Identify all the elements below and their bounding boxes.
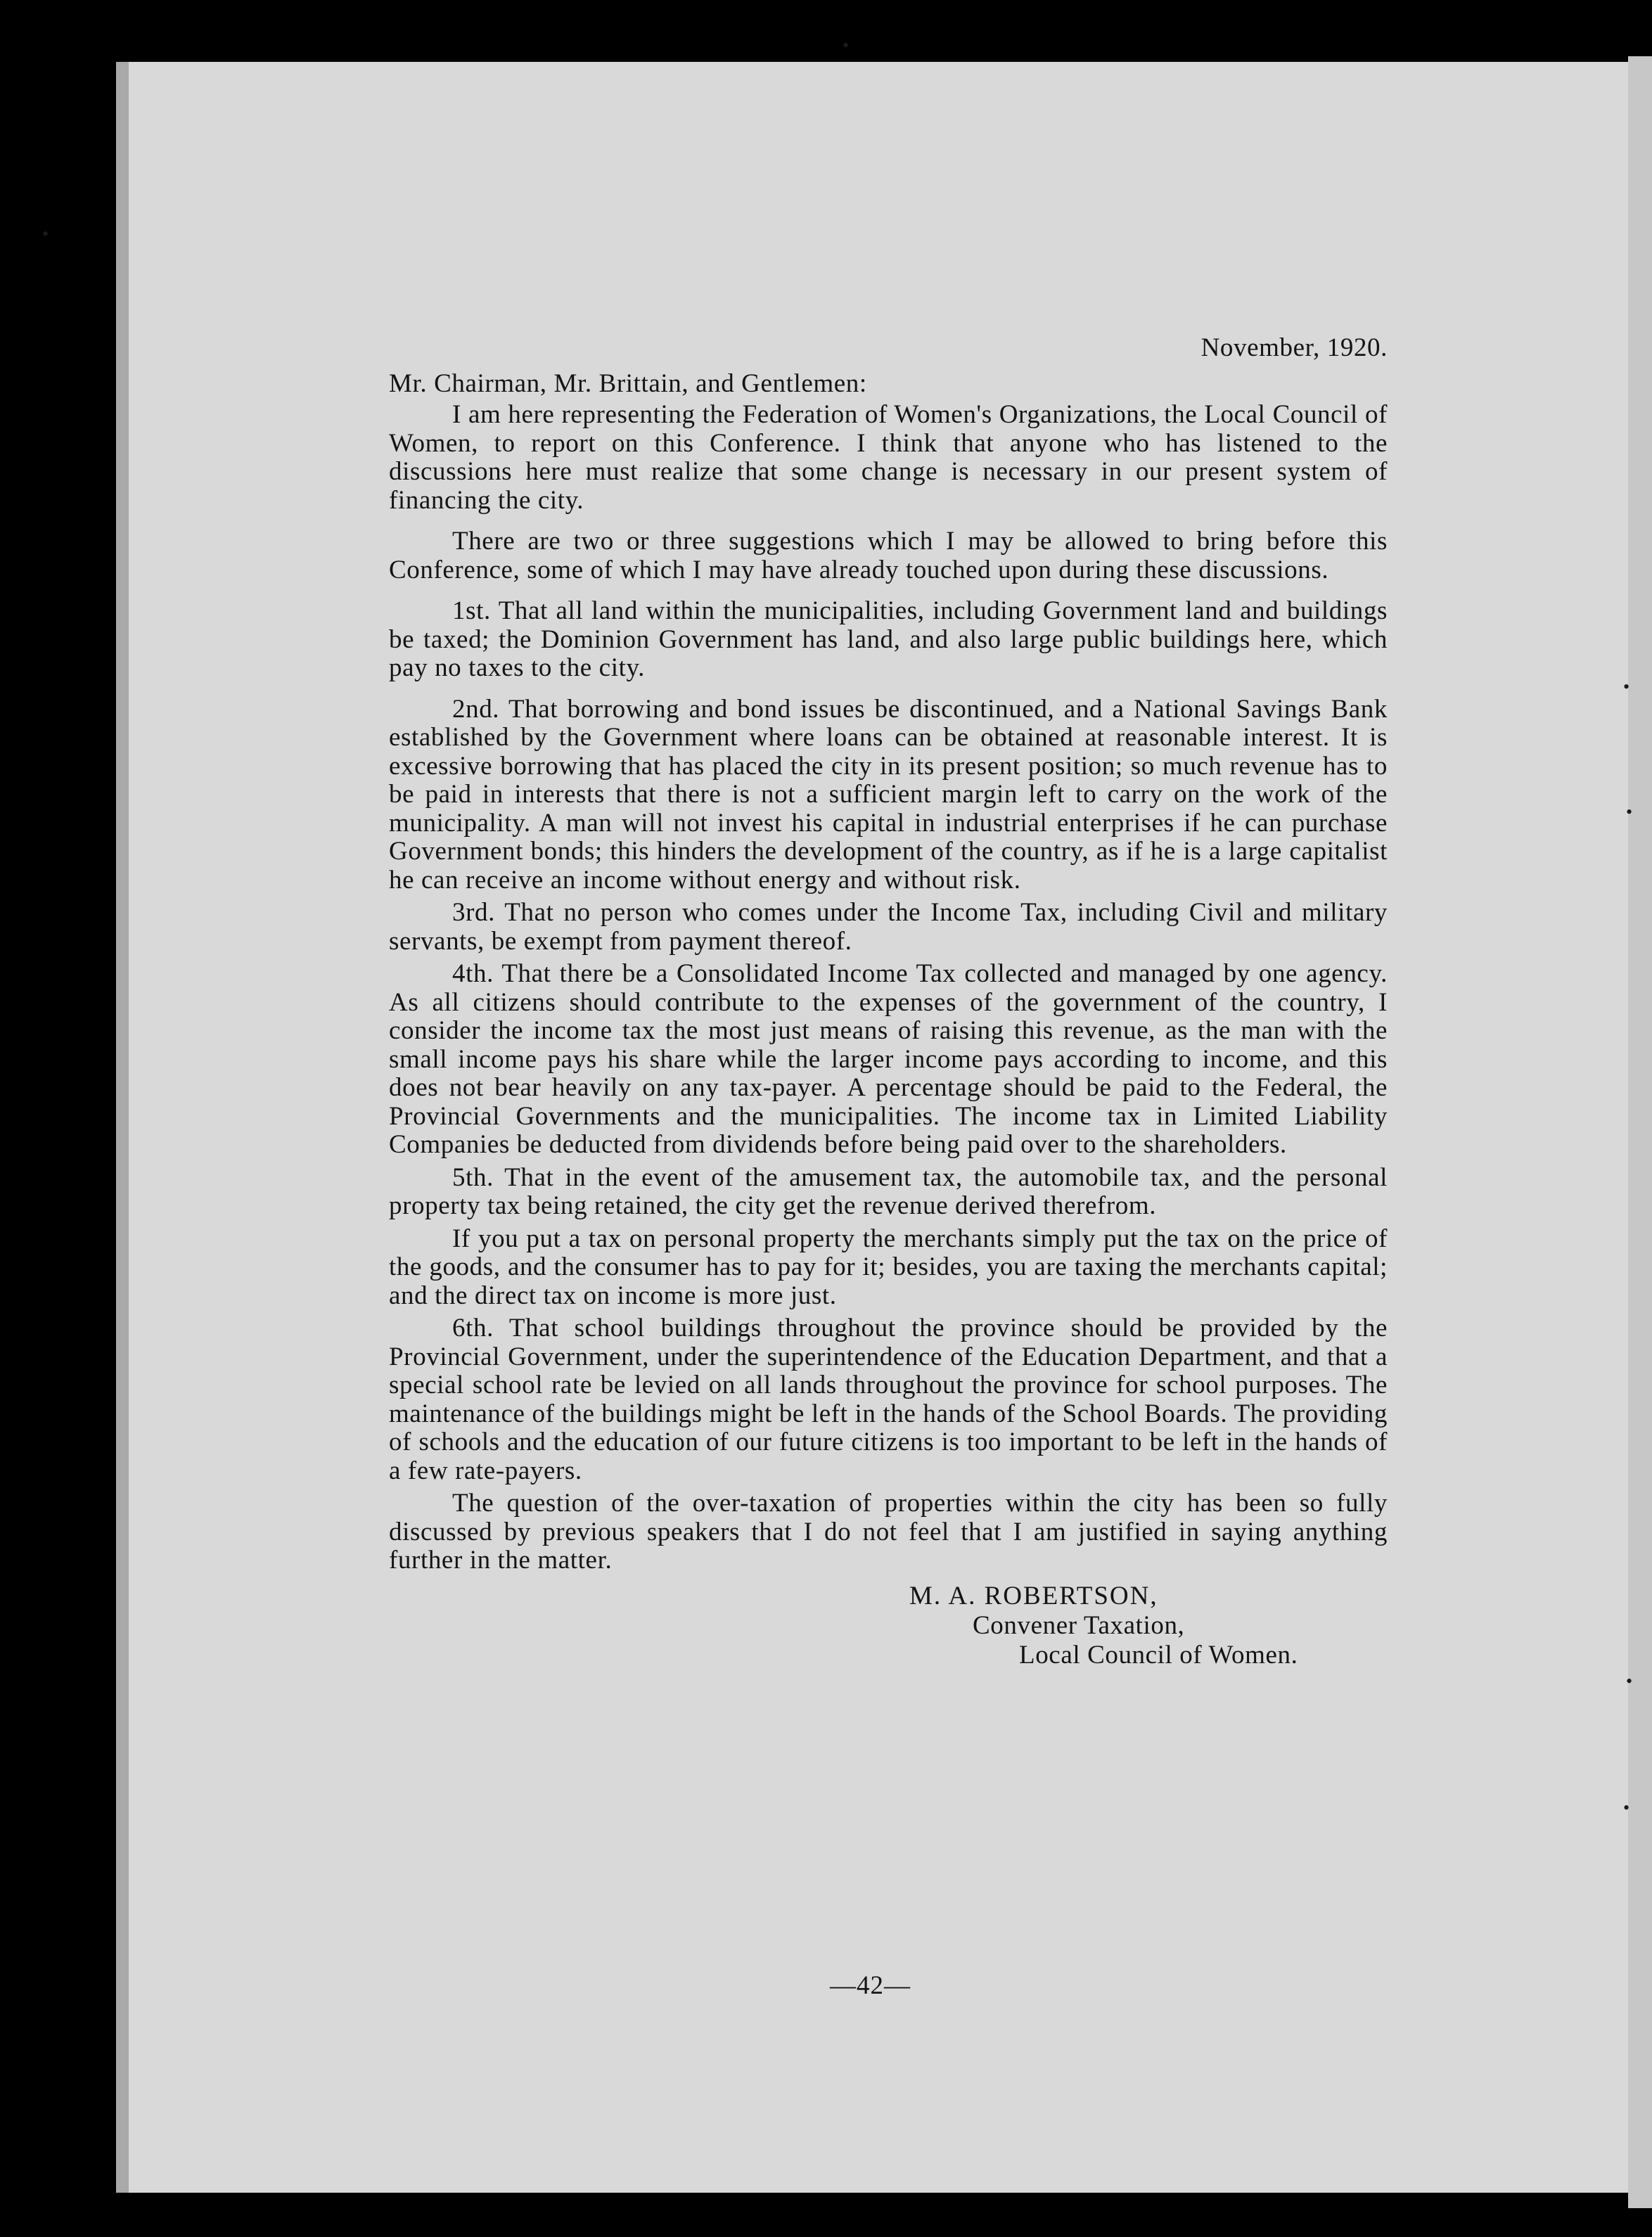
- paragraph-closing: The question of the over-taxation of properties within the city has been so fully discussed by previous speakers that I do not feel that I am justified in saying anything further in the matter.: [389, 1489, 1388, 1575]
- paragraph-fifth: 5th. That in the event of the amusement tax, the automobile tax, and the personal property tax being retained, the city get the revenue derived therefrom.: [389, 1162, 1388, 1220]
- paragraph-second: 2nd. That borrowing and bond issues be discontinued, and a National Savings Bank established by the Government where loans can be obtained at reasonable interest. It is excessive borrowing that has placed the city in its present position; so much revenue has to be paid in interests that there is not a sufficient margin left to carry on the work of the municipality. A man will not invest his capital in industrial enterprises if he can purchase Government bonds; this hinders the development of the country, as if he is a large capitalist he can receive an income without energy and without risk.: [389, 694, 1388, 895]
- paragraph-third: 3rd. That no person who comes under the Income Tax, including Civil and military servants, be exempt from payment thereof.: [389, 898, 1388, 956]
- page-number: —42—: [830, 1971, 911, 2000]
- letter-body: [389, 334, 1388, 1674]
- paragraph-intro: I am here representing the Federation of Women's Organizations, the Local Council of Women, to report on this Conference. I think that anyone who has listened to the discussions here must realize that some change is necessary in our present system of financing the city.: [389, 400, 1388, 515]
- margin-speck: •: [1626, 1671, 1633, 1691]
- margin-speck: •: [1623, 677, 1630, 697]
- page-edge: [1628, 56, 1652, 2208]
- margin-speck: •: [1626, 802, 1633, 822]
- paragraph-first: 1st. That all land within the municipalities, including Government land and buildings be taxed; the Dominion Government has land, and also large public buildings here, which pay no taxes to the city.: [389, 596, 1388, 682]
- salutation: Mr. Chairman, Mr. Brittain, and Gentlemen:: [389, 368, 867, 398]
- paragraph-sixth: 6th. That school buildings throughout the province should be provided by the Provincial Government, under the superintendence of the Education Department, and that a special school rate be levied on all lands throughout the province for school purposes. The maintenance of the buildings might be left in the hands of the School Boards. The providing of schools and the education of our future citizens is too important to be left in the hands of a few rate-payers.: [389, 1314, 1388, 1485]
- paragraph-suggestions: There are two or three suggestions which I may be allowed to bring before this Conference, some of which I may have already touched upon during these discussions.: [389, 527, 1388, 584]
- margin-speck: •: [1623, 1797, 1630, 1818]
- margin-speck: •: [42, 224, 49, 244]
- margin-speck: •: [843, 35, 850, 56]
- letter-date: November, 1920.: [1200, 333, 1388, 362]
- signature-name: M. A. ROBERTSON,: [909, 1581, 1158, 1610]
- signature-title: Convener Taxation,: [973, 1610, 1185, 1640]
- paragraph-fourth: 4th. That there be a Consolidated Income Tax collected and managed by one agency. As all citizens should contribute to the expenses of the government of the country, I consider the income tax the most just means of raising this revenue, as the man with the small income pays his share while the larger income pays according to income, and this does not bear heavily on any tax-payer. A percentage should be paid to the Federal, the Provincial Governments and the municipalities. The income tax in Limited Liability Companies be deducted from dividends before being paid over to the shareholders.: [389, 959, 1388, 1159]
- signature-block: [389, 1582, 1388, 1674]
- paragraph-personal-property: If you put a tax on personal property the merchants simply put the tax on the price of the goods, and the consumer has to pay for it; besides, you are taxing the merchants capital; and the direct tax on income is more just.: [389, 1224, 1388, 1310]
- signature-organization: Local Council of Women.: [1019, 1640, 1298, 1669]
